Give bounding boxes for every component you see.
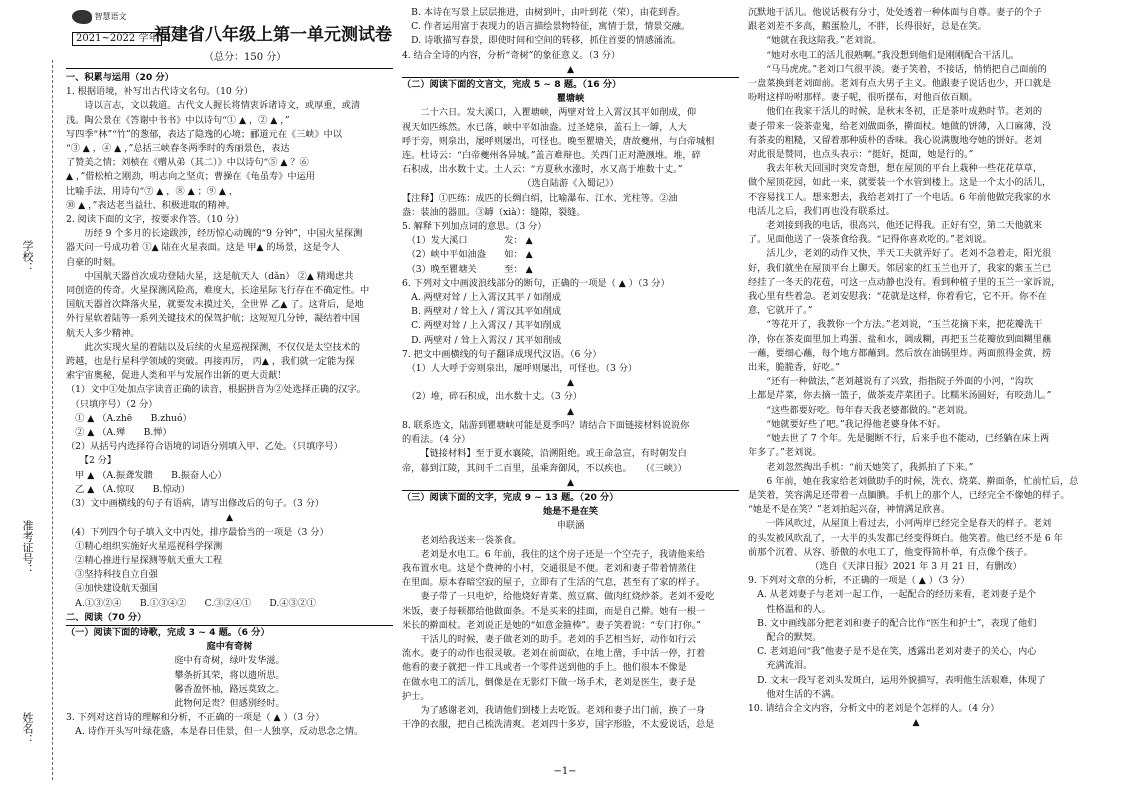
col2-line: 呼于旁，则泉出，屡呼则屡出，可怪也。晚至瞿塘关，唐故夔州，与白帝城相 (402, 135, 715, 147)
col2-line: （选自陆游《入蜀记》） (522, 178, 619, 190)
col1-line: ① ▲ （A.zhē B.zhuó） (66, 412, 192, 424)
total-score: （总分：150 分） (204, 52, 287, 63)
header-divider (66, 68, 393, 69)
col3-line: 好，我们就坐在屋顶平台上聊天。邻居家的红玉兰也开了，我家的紫玉兰已 (748, 262, 1052, 274)
logo-text: 智慧语文 (94, 12, 127, 21)
col3-line: 他对生活的不满。 (748, 688, 840, 700)
col1-line: 写四季“林”“竹”的葱郁，表达了隐逸的心境；郦道元在《三峡》中以 (66, 128, 343, 140)
col3-line: 配合的默契。 (748, 631, 822, 643)
col1-line: 【2 分】 (66, 455, 117, 467)
col2-line: 瞿塘峡 (556, 93, 585, 105)
col3-line: B. 文中画线部分把老刘和妻子的配合比作“医生和护士”，表现了他们 (748, 617, 1037, 629)
col3-line: 意，它就开了。” (748, 305, 813, 317)
col1-line: 一、积累与运用（20 分） (66, 72, 174, 83)
col2-line: 干净的衣服，把自己梳洗清爽。老刘四十多岁，国字形脸，不太爱说话，总是 (402, 719, 715, 731)
col3-line: 吩咐这样吩咐那样。妻子呢，很听摆布，对他百依百顺。 (748, 92, 978, 104)
col1-line: “③ ▲ ，④ ▲ ，”总括三峡春冬两季时的秀丽景色，表达 (66, 143, 290, 155)
exam-number-label: 准考证号： (21, 520, 34, 575)
col1-line: ②精心推进行星探测等航天重大工程 (66, 554, 223, 566)
col2-line: 在里面。原本春暗空寂的屋子，立即有了生活的气息，甚至有了家的样子。 (402, 577, 706, 589)
col3-line: 净，你在茶麦面里加上鸡蛋、盐和水，调成糊，再把玉兰花瓣放到面糊里蘸 (748, 333, 1052, 345)
col3-line: ▲ (912, 717, 920, 729)
col3-line: “这些都要好吃。每年春天我老婆都做的。”老刘说。 (766, 404, 974, 416)
col3-line: 对此很是赞同，也点头表示：“挺好，挺面，她是行的。” (748, 149, 974, 161)
col3-line: 老刘接到我的电话，很高兴，他还记得我。正好有空，第二天他就来 (766, 220, 1043, 232)
col2-line: 7. 把文中画横线的句子翻译成现代汉语。（6 分） (402, 348, 602, 360)
col2-line: 护士。 (402, 690, 430, 702)
col2-line: （二）阅读下面的文言文，完成 5 ~ 8 题。（16 分） (402, 77, 739, 92)
col3-line: 前那个沉着、从容、骄傲的水电工了，他变得简朴单，有点像个孩子。 (748, 546, 1033, 558)
col3-line: A. 从老刘妻子与老刘一起工作，一起配合的经历来看，老刘妻子是个 (748, 589, 1037, 601)
col2-line: 8. 联系选文，陆游到瞿塘峡可能是夏季吗？请结合下面链接材料说说你 (402, 419, 690, 431)
col3-line: 了。见面他送了一袋茶食给我。“记得你喜欢吃的。”老刘说。 (748, 234, 992, 246)
col2-line: B. 本诗在写景上层层推进，由树到叶，由叶到花（荣），由花到香。 (402, 7, 686, 18)
col2-line: 米饭，妻子每顿都给他做面条。不是买来的挂面，而是自己擀。她有一根一 (402, 605, 706, 617)
col3-line: 性格温和的人。 (748, 603, 831, 615)
column-1 (66, 6, 393, 758)
col3-line: 10. 请结合全文内容，分析文中的老刘是个怎样的人。（4 分） (748, 702, 1000, 714)
col1-line: （4）下列四个句子填入文中丙处，排序最恰当的一项是（3 分） (66, 526, 329, 538)
col3-line: “马马虎虎。”老刘口气很平淡。妻子笑着，不接话，悄悄把自己面前的 (766, 63, 1047, 75)
col3-line: 跟老刘差不多高，鹅蛋脸儿，不胖，长得很好，总是在笑。 (748, 21, 987, 33)
col2-line: 连。杜诗云：“白帝夔州各异城。”盖言难辩也。关西门正对滟滪堆。堆，碎 (402, 150, 701, 162)
page-number: −1− (553, 766, 577, 777)
col1-line: 馨香盈怀袖，路远莫致之。 (174, 683, 285, 695)
col1-line: ⑩ ▲ ，”表达老当益壮、积极进取的精神。 (66, 199, 236, 211)
col2-line: 石积成，出水数十丈。土人云：“方夏秋水涨时，水又高于堆数十丈。” (402, 164, 683, 176)
exam-title: 福建省八年级上第一单元测试卷 (154, 25, 392, 45)
exam-header (66, 6, 393, 66)
col3-line: 是笑着，笑容满足还带着一点腼腆。手机上的那个人，已经完全不像她的样子。 (748, 489, 1070, 501)
col3-line: （选自《天津日报》2021 年 3 月 21 日，有删改） (810, 560, 1022, 572)
col1-line: 中国航天器首次成功登陆火星，这是航天人（dǎn） ②▲ 精竭虑共 (84, 270, 354, 282)
col2-line: 帝，暮到江陵，其间千二百里，虽乘奔御风，不以疾也。 （《三峡》） (402, 462, 687, 474)
col3-line: “她去世了 7 个年。先是腿断不行，后来手也不能动，已经躺在床上两 (766, 433, 1050, 445)
col2-line: 干活儿的时候，妻子做老刘的助手。老刘的手艺相当好，动作如行云 (420, 633, 697, 645)
col2-line: 4. 结合全诗的内容，分析“奇树”的象征意义。（3 分） (402, 49, 621, 61)
col3-line: 不容易找工人。想来想去，我给老刘打了一个电话。6 年前他做完我家的水 (748, 191, 1051, 203)
col3-line: 6 年前，她在我家给老刘做助手的时候，洗衣、烧菜、擀面条，忙前忙后，总 (766, 475, 1079, 487)
col1-line: （3）文中画横线的句子有语病，请写出修改后的句子。（3 分） (66, 498, 325, 510)
column-2-body (402, 6, 739, 732)
col2-line: （三）阅读下面的文字，完成 9 ~ 13 题。（20 分） (402, 490, 739, 505)
col3-line: 有茶麦的粗糙，又留着那种质朴的香味。我心说满腹地夸她的饼好。老刘 (748, 134, 1042, 146)
col2-line: 【注释】①匹练：成匹的长绸白绢，比喻瀑布、江水、光柱等。②油 (402, 192, 678, 204)
col2-line: （1）人大呼于旁则泉出，屡呼则屡出，可怪也。（3 分） (402, 363, 638, 375)
col2-line: 在做水电工的活儿，倒像是在无影灯下做一场手术，老刘是医生，妻子是 (402, 676, 696, 688)
col1-line: ② ▲ （A.殚 B.惮） (66, 427, 172, 439)
logo-icon (72, 10, 92, 24)
col1-line: 历经 9 个多月的长途跋涉，经历惊心动魄的“9 分钟”，中国火星探测 (84, 228, 363, 240)
col2-line: 申联涵 (556, 520, 585, 532)
col2-line: 妻子带了一只电炉，给他烧好青菜、煎豆腐、做肉红烧炒茶。老刘不爱吃 (420, 591, 715, 603)
col2-line: D. 两壁对 / 耸上入霄汉 / 其平如削成 (402, 334, 562, 346)
column-3-body (748, 6, 1084, 730)
col1-line: A.①③②④ B.①③④② C.③②④① D.④③②① (66, 597, 317, 609)
col2-line: 我布置水电。这是个费神的小村，交通很是不便。老刘和妻子带着情蒸住 (402, 562, 696, 574)
school-label: 学校： (21, 240, 34, 273)
col2-line: 视天如匹练然。水已落，峡中平如油盎。过圣姥泉，盖石上一罅，人大 (402, 121, 687, 133)
col3-line: 上都是芹菜，你去摘一篮子，做茶麦芹菜团子。比糯米汤圆好，有咬劲儿。” (748, 390, 1052, 402)
col3-line: 9. 下列对文章的分析，不正确的一项是（ ▲ ）（3 分） (748, 575, 970, 587)
col2-line: （3）晚至瞿塘关 至： ▲ (402, 263, 533, 275)
binding-margin (0, 0, 62, 799)
col2-line: 5. 解释下列加点词的意思。（3 分） (402, 221, 547, 233)
col1-line: 了赞美之情；刘桢在《赠从弟（其二）》中以诗句“⑤ ▲ ？⑥ (66, 157, 309, 169)
col3-line: D. 文末一段写老刘头发斑白，运用外貌描写，表明他生活艰难，体现了 (748, 674, 1046, 686)
col2-line: （2）堆，碎石积成，出水数十丈。（3 分） (402, 391, 582, 403)
col3-line: “她就在我这陪我。”老刘说。 (766, 35, 882, 47)
col2-line: 老刘是水电工。6 年前，我住的这个房子还是一个空壳子，我请他来给 (420, 548, 705, 560)
col3-line: “她是不是在笑？”老刘拍起兴奋，神情满足欣喜。 (748, 504, 951, 516)
col2-line: A. 两壁对耸 / 上入霄汉其平 / 如削成 (402, 292, 561, 304)
column-1-body (66, 71, 393, 740)
col3-line: “她就要好些了吧。”我记得他老婆身体不好。 (766, 418, 946, 430)
col1-line: 甲 ▲ （A.振聋发聩 B.振奋人心） (66, 469, 227, 481)
col2-line: 盎：装油的器皿。③罅（xià）：缝隙，裂缝。 (402, 206, 586, 218)
col3-line: 他们在我家干活儿的时候，是秋末冬初，正是茶叶成熟时节。老刘的 (766, 106, 1043, 118)
col1-line: ▲ ，”借松柏之刚劲，明志向之坚贞；曹操在《龟虽寿》中运用 (66, 171, 315, 183)
col1-line: ③坚持科技自立自强 (66, 569, 158, 581)
col3-line: 电活儿之后，我们再也没有联系过。 (748, 205, 895, 217)
col2-line: ▲ (566, 377, 575, 389)
col2-line: （1）发大溪口 发： ▲ (402, 235, 533, 247)
col1-line: 攀条折其荣，将以遗所思。 (174, 669, 285, 681)
col1-line: 庭中有奇树 (206, 641, 253, 653)
col1-line: ①精心组织实施好火星巡视科学探测 (66, 540, 223, 552)
col3-line: C. 老刘追问“我”他妻子是不是在笑，透露出老刘对妻子的关心，内心 (748, 646, 1037, 658)
col1-line: 器天问一号成功着 ①▲ 陆在火星表面。这是 甲▲ 的场景，这是令人 (66, 242, 340, 254)
col3-line: 充满流泪。 (748, 660, 813, 672)
col2-line: （2）峡中平如油盎 如： ▲ (402, 249, 533, 261)
col1-line: （2）从括号内选择符合语境的词语分别填入甲、乙处。（只填序号） (66, 441, 343, 453)
col2-line: B. 两壁对 / 耸上入 / 霄汉其平如削成 (402, 306, 562, 318)
column-2 (402, 6, 739, 758)
col1-line: A. 诗作开头写叶绿花盛，本是春日佳景，但一人独享，反动思念之情。 (66, 726, 364, 738)
col1-line: 1. 根据语境，补写出古代诗文名句。（10 分） (66, 86, 254, 98)
col2-line: 老刘给我送来一袋茶食。 (420, 534, 522, 546)
col3-line: 一盘菜换到老刘面前。老刘有点大男子主义。他跟妻子说话也少，开口就是 (748, 78, 1052, 90)
col1-line: 乙 ▲ （A.惊叹 B.惊动） (66, 483, 191, 495)
col3-line: 出来，脆脆香，好吃。” (748, 362, 840, 374)
col2-line: 流水。妻子的动作也很灵敏。老刘在前面砍，在地上凿，手中活一停，打着 (402, 648, 706, 660)
col1-line: 庭中有奇树，绿叶发华滋。 (174, 655, 285, 667)
col2-line: ▲ (566, 63, 575, 75)
col2-line: 米长的擀面杖。老刘说正是她的“如意金箍棒”。妻子笑着说：“专门打你。” (402, 619, 701, 631)
col1-line: ▲ (225, 512, 234, 524)
col3-line: 老刘忽然掏出手机：“前天她笑了，我抓拍了下来。” (766, 461, 974, 473)
col3-line: 沉默地干活儿。他说话极有分寸，处处透着一种体面与自尊。妻子的个子 (748, 7, 1042, 18)
col3-line: “等花开了，我教你一个方法。”老刘说，“玉兰花摘下来，把花瓣洗干 (766, 319, 1043, 331)
col2-line: 【链接材料】至于夏水襄陵，沿溯阻绝。或王命急宣，有时朝发白 (420, 448, 687, 460)
col1-line: 浅。陶公景在《答谢中书书》中以诗句“① ▲ ，② ▲ ，” (66, 114, 290, 126)
name-label: 姓名： (21, 712, 34, 745)
col1-line: 同创造的传奇。火星探测风险高，难度大，长途星际飞行存在不确定性。中 (66, 285, 370, 297)
col2-line: 他看的妻子就把一件工具或者一个零件送到他的手上。他们很本不像是 (402, 662, 687, 674)
col3-line: “她对水电工的活儿很熟啊。”我没想到他们是刚刚配合干活儿。 (766, 49, 1020, 61)
col1-line: 此物何足贵？但感别经时。 (174, 697, 285, 709)
col1-line: 二、阅读（70 分） (66, 611, 147, 623)
brand-logo (72, 10, 127, 24)
col1-line: （只填序号）（2 分） (66, 398, 158, 410)
column-3 (748, 6, 1084, 758)
col1-line: 比喻手法，用诗句“⑦ ▲ ，⑧ ▲ ；⑨ ▲ ， (66, 185, 239, 197)
school-year-badge: 2021~2022 学年 (72, 32, 162, 46)
col2-line: 二十六日。发大溪口，入瞿塘峡，两壁对耸上入霄汉其平如削成，仰 (420, 107, 697, 119)
col3-line: 妻子带来一袋茶壶鬼，给老刘做面条，擀面杖。她做的饼薄，入口麻薄，没 (748, 120, 1052, 132)
col3-line: “还有一种做法，”老刘越说有了兴致，指指院子外面的小河，“沟坎 (766, 376, 1034, 388)
binding-line (52, 60, 53, 780)
col1-line: （一）阅读下面的诗歌，完成 3 ~ 4 题。（6 分） (66, 625, 393, 640)
col2-line: 6. 下列对文中画波浪线部分的断句，正确的一项是（ ▲ ）（3 分） (402, 277, 670, 289)
col3-line: 一阵风吹过，从屋顶上看过去，小河两岸已经完全是春天的样子。老刘 (766, 518, 1052, 530)
col1-line: 3. 下列对这首诗的理解和分析，不正确的一项是（ ▲ ）（3 分） (66, 712, 325, 724)
col1-line: 2. 阅读下面的文字，按要求作答。（10 分） (66, 214, 244, 226)
col1-line: ④加快建设航天强国 (66, 583, 158, 595)
col1-line: 自豪的时刻。 (66, 256, 122, 268)
col2-line: 的看法。（4 分） (402, 434, 471, 446)
col2-line: ▲ (566, 476, 575, 488)
col1-line: （1）文中①处加点字读音正确的读音，根据拼音为②处选择正确的汉字。 (66, 384, 366, 396)
col1-line: 诗以言志，文以载道。古代文人握长将情衷诉诸诗文，或厚重，或清 (84, 100, 361, 112)
col3-line: 的头发被风吹乱了，一大半的头发都已经变得斑白。他笑着。他已经不是 6 年 (748, 532, 1063, 544)
col3-line: 年多了。”老刘说。 (748, 447, 822, 459)
col1-line: 国航天器首次降落火星，就要发未摸过关，全世界 乙▲ 了。这背后，是地 (66, 299, 364, 311)
col3-line: 一蘸，要细心蘸，每个地方都蘸到。然后放在油锅里炸。两面煎得金黄，捞 (748, 347, 1052, 359)
col1-line: 外行星软着陆等一系列关键技术的保驾护航；这短短几分钟，凝结着中国 (66, 313, 360, 325)
col2-line: D. 诗歌描写春景，即使时间和空间的转移，抓住首要的情感涌流。 (402, 35, 682, 47)
col1-line: 索宇宙奥秘，促进人类和平与发展作出新的更大贡献！ (66, 370, 287, 382)
col2-line: C. 作者运用富于表现力的语言描绘景物特征，寓情于景，情景交融。 (402, 21, 691, 33)
col3-line: 做个屋顶花园，如此一来，就要装一个水管到楼上。这是一个太小的活儿， (748, 177, 1052, 189)
col2-line: 她是不是在笑 (542, 506, 599, 518)
col2-line: 为了感谢老刘，我请他们到楼上去吃饭。老刘和妻子出门前，换了一身 (420, 704, 706, 716)
col1-line: 此次实现火星的着陆以及后续的火星巡视探测，不仅仅是太空技术的 (84, 341, 361, 353)
col3-line: 活儿少，老刘的动作又快，半天工夫就弄好了。老刘不急着走，阳光很 (766, 248, 1052, 260)
col1-line: 跨越，也是行星科学领域的突破。再接再厉， 丙▲ ，我们就一定能为探 (66, 356, 355, 368)
col3-line: 我去年秋天回国时突发奇想，想在屋顶的平台上栽种一些花花草草， (766, 163, 1043, 175)
col1-line: 航天人多少精神。 (66, 327, 140, 339)
col2-line: ▲ (566, 405, 575, 417)
col2-line: C. 两壁对耸 / 上入霄汉 / 其平如削成 (402, 320, 562, 332)
col3-line: 经挂了一冬天的花苞，可这一点动静也没有。看到种植子里的玉兰一家诉说， (748, 276, 1061, 288)
col3-line: 我心里有些着急。老刘安慰我：“花就是这样，你着看它，它不开。你不在 (748, 291, 1047, 303)
